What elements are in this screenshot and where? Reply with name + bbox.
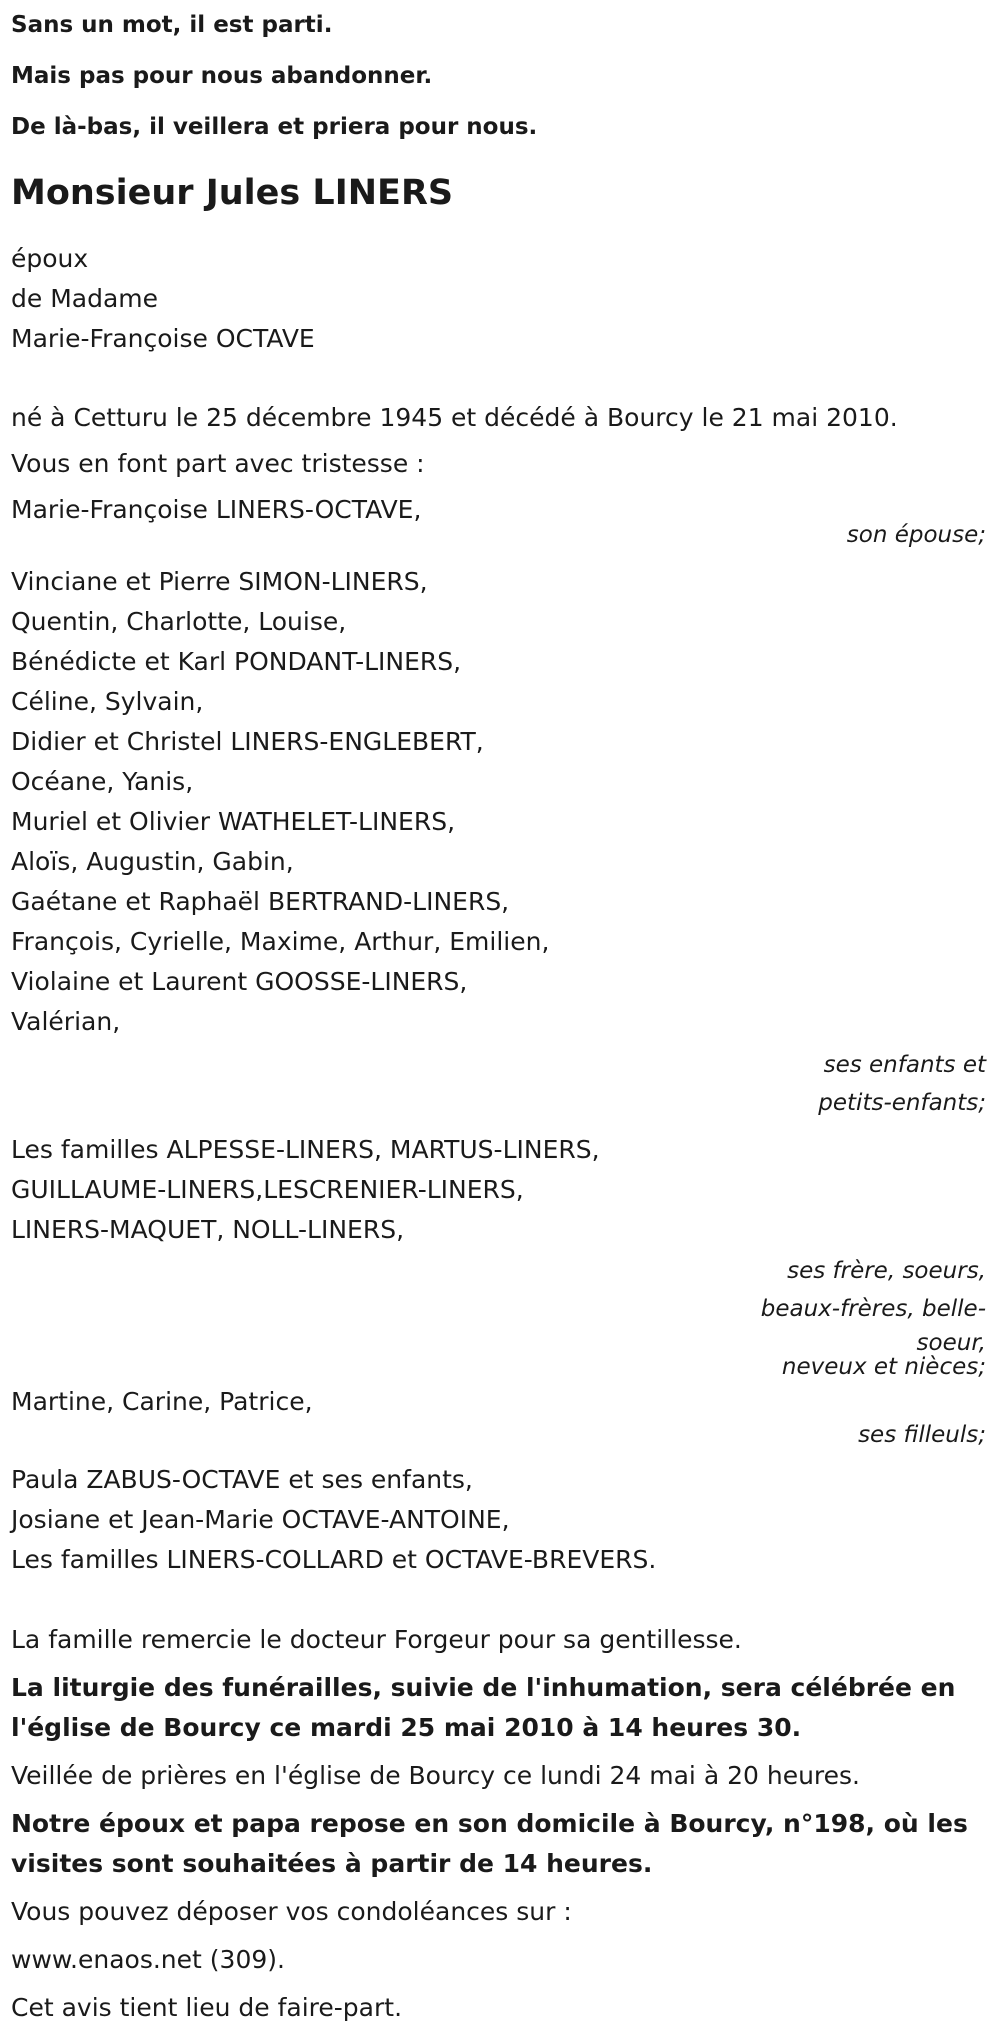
member-line: Quentin, Charlotte, Louise, <box>11 607 347 636</box>
role-label: soeur, <box>916 1330 986 1356</box>
intro-verse <box>11 0 1000 153</box>
visits-line: visites sont souhaitées à partir de 14 heures. <box>11 1849 653 1878</box>
member-line: Marie-Françoise LINERS-OCTAVE, <box>11 495 422 524</box>
role-label: son épouse; <box>846 522 986 548</box>
member-line: Aloïs, Augustin, Gabin, <box>11 847 294 876</box>
member-line: Muriel et Olivier WATHELET-LINERS, <box>11 807 456 836</box>
other-relatives <box>11 1460 1000 1580</box>
spouse-line: de Madame <box>11 284 159 313</box>
announcement: Vous en font part avec tristesse : <box>11 449 425 478</box>
member-line: Paula ZABUS-OCTAVE et ses enfants, <box>11 1465 473 1494</box>
funeral-line: l'église de Bourcy ce mardi 25 mai 2010 à 14 heures 30. <box>11 1713 802 1742</box>
thanks-text: La famille remercie le docteur Forgeur pour sa gentillesse. <box>11 1625 742 1654</box>
intro-line: De là-bas, il veillera et priera pour nous. <box>11 114 538 140</box>
member-line: Bénédicte et Karl PONDANT-LINERS, <box>11 647 462 676</box>
family-group-children <box>11 562 1000 1122</box>
member-line: Didier et Christel LINERS-ENGLEBERT, <box>11 727 484 756</box>
funeral-line: La liturgie des funérailles, suivie de l'inhumation, sera célébrée en <box>11 1673 956 1702</box>
member-line: Valérian, <box>11 1007 121 1036</box>
spouse-info <box>11 239 1000 359</box>
deceased-name: Monsieur Jules LINERS <box>11 173 454 213</box>
vigil-info: Veillée de prières en l'église de Bourcy ce lundi 24 mai à 20 heures. <box>11 1761 860 1790</box>
role-label: beaux-frères, belle- <box>760 1296 986 1322</box>
visits-info <box>11 1804 1000 1884</box>
member-line: Vinciane et Pierre SIMON-LINERS, <box>11 567 428 596</box>
intro-line: Sans un mot, il est parti. <box>11 12 333 38</box>
member-line: GUILLAUME-LINERS,LESCRENIER-LINERS, <box>11 1175 524 1204</box>
role-label: ses filleuls; <box>858 1422 986 1448</box>
member-line: Les familles ALPESSE-LINERS, MARTUS-LINERS, <box>11 1135 600 1164</box>
birth-death-info: né à Cetturu le 25 décembre 1945 et décédé à Bourcy le 21 mai 2010. <box>11 403 898 432</box>
family-group-spouse <box>11 490 1000 554</box>
spouse-line: époux <box>11 244 89 273</box>
website-link[interactable]: www.enaos.net (309). <box>11 1945 285 1974</box>
member-line: LINERS-MAQUET, NOLL-LINERS, <box>11 1215 405 1244</box>
role-label: neveux et nièces; <box>781 1354 986 1380</box>
member-line: Océane, Yanis, <box>11 767 194 796</box>
member-line: Martine, Carine, Patrice, <box>11 1387 313 1416</box>
member-line: Les familles LINERS-COLLARD et OCTAVE-BREVERS. <box>11 1545 657 1574</box>
spouse-line: Marie-Françoise OCTAVE <box>11 324 315 353</box>
visits-line: Notre époux et papa repose en son domicile à Bourcy, n°198, où les <box>11 1809 968 1838</box>
member-line: Céline, Sylvain, <box>11 687 204 716</box>
closing-note: Cet avis tient lieu de faire-part. <box>11 1993 403 2022</box>
family-group-siblings <box>11 1130 1000 1382</box>
funeral-info <box>11 1668 1000 1748</box>
member-line: Gaétane et Raphaël BERTRAND-LINERS, <box>11 887 510 916</box>
role-label: ses enfants et <box>823 1052 986 1078</box>
member-line: Josiane et Jean-Marie OCTAVE-ANTOINE, <box>11 1505 510 1534</box>
condolences-info: Vous pouvez déposer vos condoléances sur : <box>11 1897 572 1926</box>
member-line: François, Cyrielle, Maxime, Arthur, Emilien, <box>11 927 550 956</box>
role-label: petits-enfants; <box>818 1090 986 1116</box>
intro-line: Mais pas pour nous abandonner. <box>11 63 433 89</box>
member-line: Violaine et Laurent GOOSSE-LINERS, <box>11 967 468 996</box>
family-group-godchildren <box>11 1382 1000 1454</box>
role-label: ses frère, soeurs, <box>787 1258 986 1284</box>
